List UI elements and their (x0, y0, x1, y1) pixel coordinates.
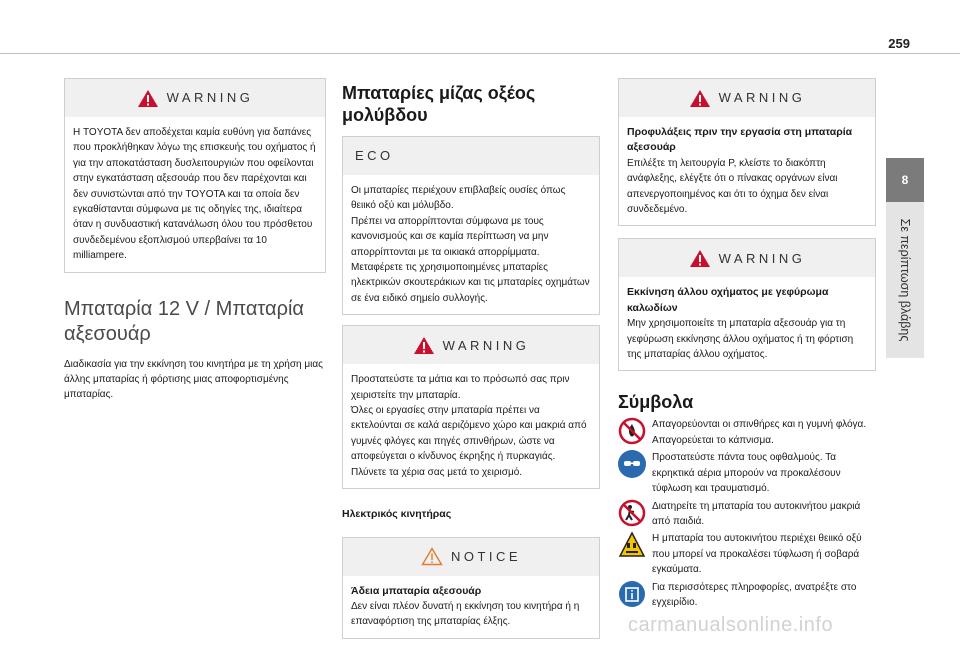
warning-box-header (619, 79, 875, 117)
eco-box (342, 136, 600, 315)
notice-triangle-icon (421, 547, 443, 566)
symbols-heading: Σύμβολα (618, 392, 694, 413)
warning-box-toyota (64, 78, 326, 273)
symbol-row (618, 450, 876, 496)
symbol-text: Διατηρείτε τη μπαταρία του αυτοκινήτου μακριά από παιδιά. (652, 500, 861, 527)
section-heading-battery: Μπαταρία 12 V / Μπαταρία αξεσουάρ (64, 297, 304, 345)
warning-box-precautions (618, 78, 876, 226)
warning-box-header (65, 79, 325, 117)
warning-text: Επιλέξτε τη λειτουργία P, κλείστε το διακόπτη ανάφλεξης, ελέγξτε ότι ο πίνακας οργάνων είναι απενεργοποιημένος και ότι το όχημα δεν είναι συνδεδεμένο. (627, 157, 838, 216)
no-flame-icon (618, 417, 646, 445)
notice-body (343, 576, 599, 638)
column-right (618, 78, 876, 612)
page-number: 259 (888, 36, 910, 51)
corrosive-acid-icon (618, 531, 646, 559)
notice-bold: Άδεια μπαταρία αξεσουάρ (351, 584, 482, 597)
symbol-text: Προστατεύστε πάντα τους οφθαλμούς. Τα εκρηκτικά αέρια μπορούν να προκαλέσουν τύφλωση και τραυματισμό. (652, 452, 841, 495)
header-rule (0, 53, 960, 54)
warning-triangle-icon (689, 249, 711, 268)
warning-bold: Προφυλάξεις πριν την εργασία στη μπαταρία αξεσουάρ (627, 126, 853, 154)
warning-title: WARNING (718, 250, 806, 266)
keep-children-away-icon (618, 499, 646, 527)
symbol-row (618, 417, 876, 448)
chapter-tab[interactable]: 8 (886, 158, 924, 202)
eye-protection-icon (618, 450, 646, 478)
eco-box-header (343, 137, 599, 175)
manual-icon (618, 580, 646, 608)
warning-text: Προστατεύστε τα μάτια και το πρόσωπό σας πριν χειριστείτε την μπαταρία. Όλες οι εργασίες στην μπαταρία πρέπει να εκτελούνται σε καλά αεριζόμενο χώρο και μακριά από γυμνές φλόγες και πηγές σπινθήρων, ώστε να αποφεύγεται ο κίνδυνος έκρηξης ή πυρκαγιάς. Πλύνετε τα χέρια σας μετά το χειρισμό. (351, 374, 587, 478)
warning-bold: Εκκίνηση άλλου οχήματος με γεφύρωμα καλωδίων (627, 286, 829, 314)
symbol-text: Απαγορεύονται οι σπινθήρες και η γυμνή φλόγα. Απαγορεύεται το κάπνισμα. (652, 419, 867, 446)
warning-text: Μην χρησιμοποιείτε τη μπαταρία αξεσουάρ για τη γεφύρωση εκκίνησης άλλου οχήματος ή τη φόρτιση της μπαταρίας άλλου οχήματος. (627, 318, 854, 361)
symbol-text: Για περισσότερες πληροφορίες, ανατρέξτε στο εγχειρίδιο. (652, 581, 857, 608)
subheading-electric-motor: Ηλεκτρικός κινητήρας (342, 508, 452, 521)
symbol-row (618, 580, 876, 611)
warning-triangle-icon (413, 336, 435, 355)
warning-title: WARNING (718, 90, 806, 106)
warning-title: WARNING (442, 337, 530, 353)
notice-title: NOTICE (450, 548, 522, 564)
symbol-row (618, 531, 876, 577)
symbol-row (618, 499, 876, 530)
warning-box-header (343, 326, 599, 364)
chapter-title: Σε περίπτωση βλάβης (898, 218, 912, 342)
column-left (64, 78, 326, 415)
notice-text: Δεν είναι πλέον δυνατή η εκκίνηση του κινητήρα ή η επαναφόρτιση της μπαταρίας έλξης. (351, 600, 580, 628)
watermark: carmanualsonline.info (628, 614, 834, 636)
warning-text: Η TOYOTA δεν αποδέχεται καμία ευθύνη για δαπάνες που προκλήθηκαν λόγω της επισκευής του οχήματος ή για την αποκατάσταση δυσλειτουργιών που οφείλονται στην εγκατάσταση αξεσουάρ που δεν παρέχονται και δεν συνιστώνται από την TOYOTA και τα οποία δεν εγκαθίστανται σύμφωνα με τις οδηγίες της, ιδιαίτερα όταν η συνδυαστική κατανάλωση όλου του πρόσθετου συνδεδεμένου εξοπλισμού υπερβαίνει τα 10 milliampere. (73, 127, 316, 262)
warning-box-protection (342, 325, 600, 489)
section-intro: Διαδικασία για την εκκίνηση του κινητήρα με τη χρήση μιας άλλης μπαταρίας ή φόρτισης μιας αποφορτισμένης μπαταρίας. (64, 358, 323, 401)
symbol-text: Η μπαταρία του αυτοκινήτου περιέχει θειικό οξύ που μπορεί να προκαλέσει τύφλωση ή σοβαρά εγκαύματα. (652, 533, 862, 576)
warning-title: WARNING (166, 90, 254, 106)
section-heading-lead-acid: Μπαταρίες μίζας οξέος μολύβδου (342, 83, 536, 125)
warning-box-header (619, 239, 875, 277)
eco-text: Οι μπαταρίες περιέχουν επιβλαβείς ουσίες όπως θειικό οξύ και μόλυβδο. Πρέπει να απορρίπτονται σύμφωνα με τους κανονισμούς και σε καμία περίπτωση να μην απορρίπτονται με τα οικιακά απορρίμματα. Μεταφέρετε τις χρησιμοποιημένες μπαταρίες ηλεκτρικών σκουτεράκιων και τις μπαταρίες οχημάτων σε ένα ειδικό σημείο συλλογής. (351, 185, 590, 304)
warning-body (619, 277, 875, 370)
notice-box-header (343, 538, 599, 576)
warning-triangle-icon (137, 89, 159, 108)
warning-triangle-icon (689, 89, 711, 108)
column-middle (342, 82, 600, 649)
eco-title: ECO (355, 148, 394, 164)
warning-body (619, 117, 875, 225)
warning-box-jump-start (618, 238, 876, 371)
notice-box (342, 537, 600, 639)
